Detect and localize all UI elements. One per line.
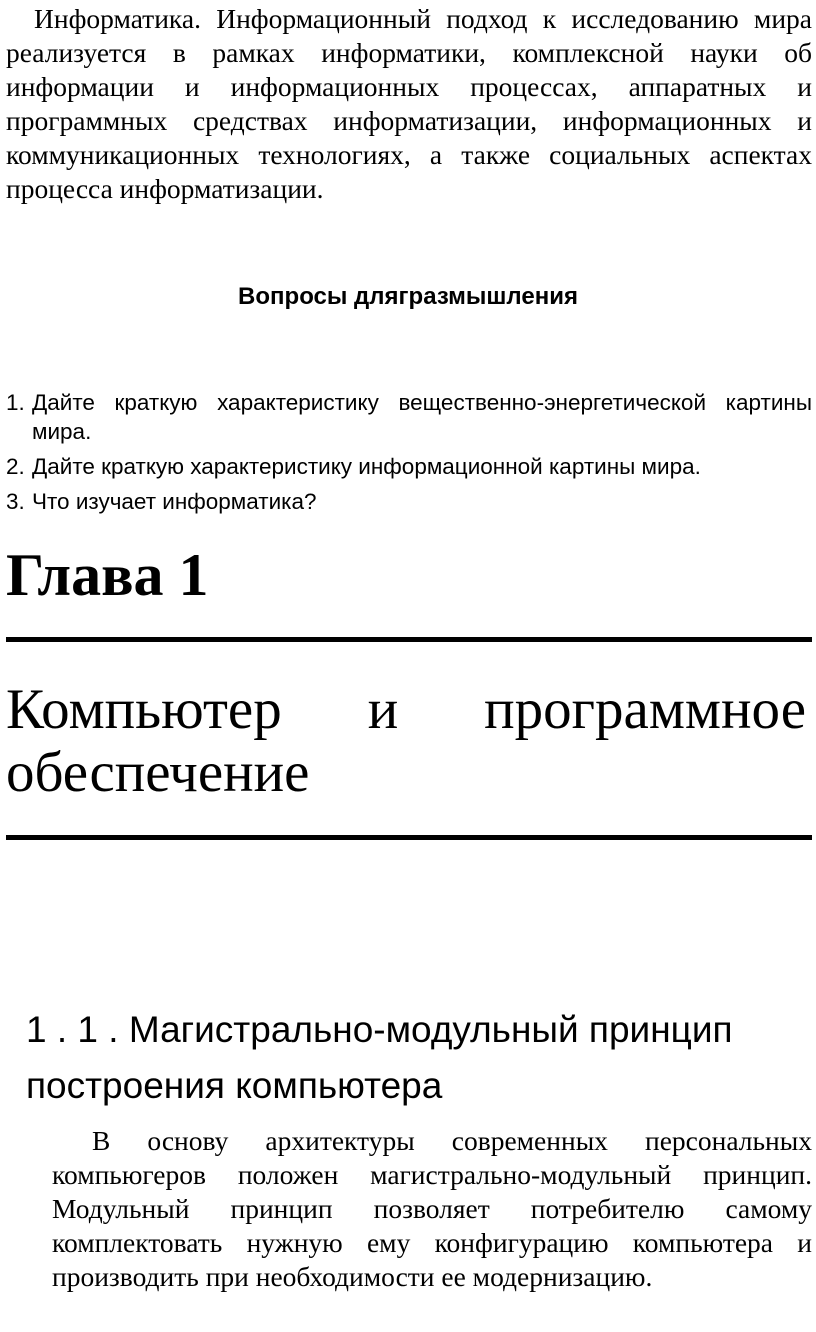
- question-text: Что изучает информатика?: [32, 489, 317, 514]
- question-text: Дайте краткую характеристику информационной картины мира.: [32, 454, 701, 479]
- intro-paragraph: Информатика. Информационный подход к исследованию мира реализуется в рамках информатики, комплексной науки об информации и информационных процессах, аппаратных и программных средствах информатизации, информационных и коммуникационных технологиях, а также социальных аспектах процесса информатизации.: [6, 3, 812, 204]
- list-item: [6, 452, 812, 481]
- questions-heading: Вопросы длягразмышления: [238, 283, 578, 310]
- chapter-label: Глава 1: [6, 542, 209, 608]
- question-number: 1.: [6, 390, 25, 415]
- questions-list: [6, 388, 812, 522]
- chapter-divider-top: [6, 637, 812, 642]
- list-item: [6, 487, 812, 516]
- question-number: 2.: [6, 454, 25, 479]
- question-text: Дайте краткую характеристику вещественно-энергетической картины мира.: [32, 390, 812, 444]
- chapter-divider-bottom: [6, 835, 812, 840]
- section-title: 1 . 1 . Магистрально-модульный принцип построения компьютера: [26, 1009, 733, 1106]
- question-number: 3.: [6, 489, 25, 514]
- chapter-title: Компьютер и программное обеспечение: [6, 678, 806, 804]
- section-paragraph: В основу архитектуры современных персональных компьюгеров положен магистрально-модульный принцип. Модульный принцип позволяет потребителю самому комплектовать нужную ему конфигурацию компьютера и производить при необходимости ее модернизацию.: [52, 1125, 812, 1292]
- list-item: [6, 388, 812, 446]
